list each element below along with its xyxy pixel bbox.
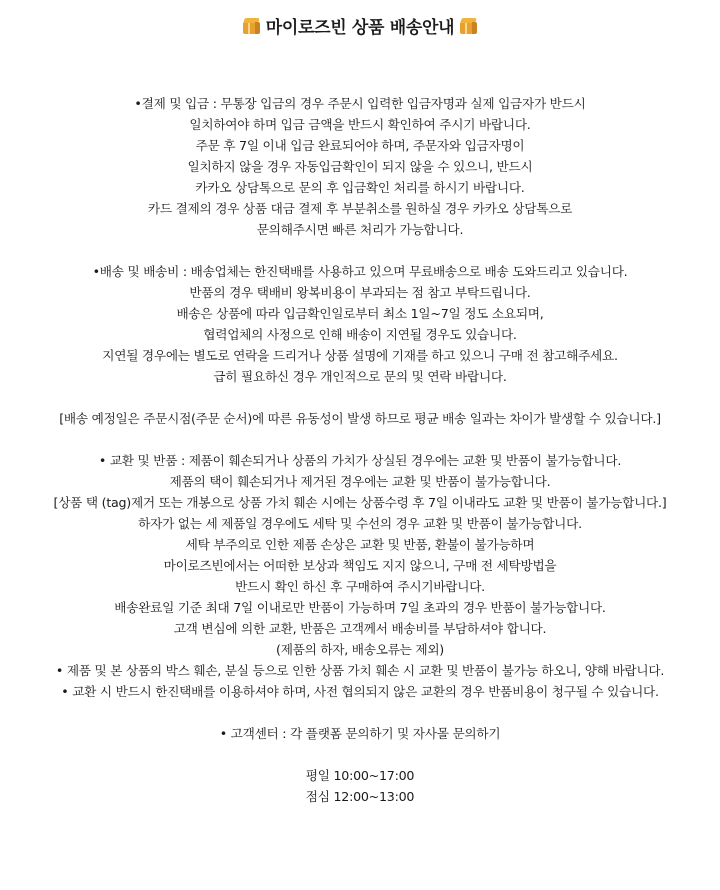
text-line: 배송완료일 기준 최대 7일 이내로만 반품이 가능하며 7일 초과의 경우 반품이 불가능합니다. xyxy=(114,600,606,615)
payment-section xyxy=(0,93,720,240)
customer-center-section xyxy=(0,723,720,744)
text-line: •결제 및 입금 : 무통장 입금의 경우 주문시 입력한 입금자명과 실제 입금자가 반드시 xyxy=(134,96,586,111)
text-line: 문의해주시면 빠른 처리가 가능합니다. xyxy=(256,222,464,237)
text-line: 배송은 상품에 따라 입금확인일로부터 최소 1일~7일 정도 소요되며, xyxy=(176,306,544,321)
text-line: (제품의 하자, 배송오류는 제외) xyxy=(276,642,444,657)
package-icon xyxy=(242,18,261,35)
business-hours-section xyxy=(0,765,720,807)
exchange-return-section xyxy=(0,450,720,702)
text-line: 카드 결제의 경우 상품 대금 결제 후 부분취소를 원하실 경우 카카오 상담톡으로 xyxy=(147,201,573,216)
section-gap xyxy=(0,702,720,723)
text-line: 협력업체의 사정으로 인해 배송이 지연될 경우도 있습니다. xyxy=(203,327,517,342)
text-line: • 고객센터 : 각 플랫폼 문의하기 및 자사몰 문의하기 xyxy=(219,726,501,741)
text-line: 마이로즈빈에서는 어떠한 보상과 책임도 지지 않으니, 구매 전 세탁방법을 xyxy=(163,558,557,573)
page-title xyxy=(0,14,720,42)
section-gap xyxy=(0,387,720,408)
package-icon xyxy=(459,18,478,35)
text-line: 반품의 경우 택배비 왕복비용이 부과되는 점 참고 부탁드립니다. xyxy=(189,285,531,300)
text-line: 급히 필요하신 경우 개인적으로 문의 및 연락 바랍니다. xyxy=(213,369,507,384)
delivery-section xyxy=(0,261,720,387)
guide-content xyxy=(0,93,720,807)
text-line: 일치하지 않을 경우 자동입금확인이 되지 않을 수 있으니, 반드시 xyxy=(187,159,533,174)
text-line: 반드시 확인 하신 후 구매하여 주시기바랍니다. xyxy=(235,579,485,594)
weekday-hours: 평일 10:00~17:00 xyxy=(305,768,415,783)
text-line: 일치하여야 하며 입금 금액을 반드시 확인하여 주시기 바랍니다. xyxy=(189,117,531,132)
text-line: 하자가 없는 세 제품일 경우에도 세탁 및 수선의 경우 교환 및 반품이 불가능합니다. xyxy=(138,516,582,531)
section-gap xyxy=(0,744,720,765)
text-line: • 교환 및 반품 : 제품이 훼손되거나 상품의 가치가 상실된 경우에는 교환 및 반품이 불가능합니다. xyxy=(98,453,622,468)
text-line: •배송 및 배송비 : 배송업체는 한진택배를 사용하고 있으며 무료배송으로 배송 도와드리고 있습니다. xyxy=(92,264,628,279)
text-line: 지연될 경우에는 별도로 연락을 드리거나 상품 설명에 기재를 하고 있으니 구매 전 참고해주세요. xyxy=(102,348,618,363)
lunch-hours: 점심 12:00~13:00 xyxy=(305,789,415,804)
text-line: 세탁 부주의로 인한 제품 손상은 교환 및 반품, 환불이 불가능하며 xyxy=(185,537,535,552)
section-gap xyxy=(0,429,720,450)
text-line: 카카오 상담톡으로 문의 후 입금확인 처리를 하시기 바랍니다. xyxy=(195,180,525,195)
text-line: [배송 예정일은 주문시점(주문 순서)에 따른 유동성이 발생 하므로 평균 배송 일과는 차이가 발생할 수 있습니다.] xyxy=(59,411,661,426)
section-gap xyxy=(0,240,720,261)
text-line: 주문 후 7일 이내 입금 완료되어야 하며, 주문자와 입금자명이 xyxy=(195,138,525,153)
page-title-text: 마이로즈빈 상품 배송안내 xyxy=(265,18,455,38)
text-line: 고객 변심에 의한 교환, 반품은 고객께서 배송비를 부담하셔야 합니다. xyxy=(173,621,547,636)
text-line: 제품의 택이 훼손되거나 제거된 경우에는 교환 및 반품이 불가능합니다. xyxy=(169,474,551,489)
text-line: [상품 택 (tag)제거 또는 개봉으로 상품 가치 훼손 시에는 상품수령 후 7일 이내라도 교환 및 반품이 불가능합니다.] xyxy=(53,495,667,510)
text-line: • 제품 및 본 상품의 박스 훼손, 분실 등으로 인한 상품 가치 훼손 시 교환 및 반품이 불가능 하오니, 양해 바랍니다. xyxy=(55,663,665,678)
delivery-note-section xyxy=(0,408,720,429)
text-line: • 교환 시 반드시 한진택배를 이용하셔야 하며, 사전 협의되지 않은 교환의 경우 반품비용이 청구될 수 있습니다. xyxy=(61,684,659,699)
